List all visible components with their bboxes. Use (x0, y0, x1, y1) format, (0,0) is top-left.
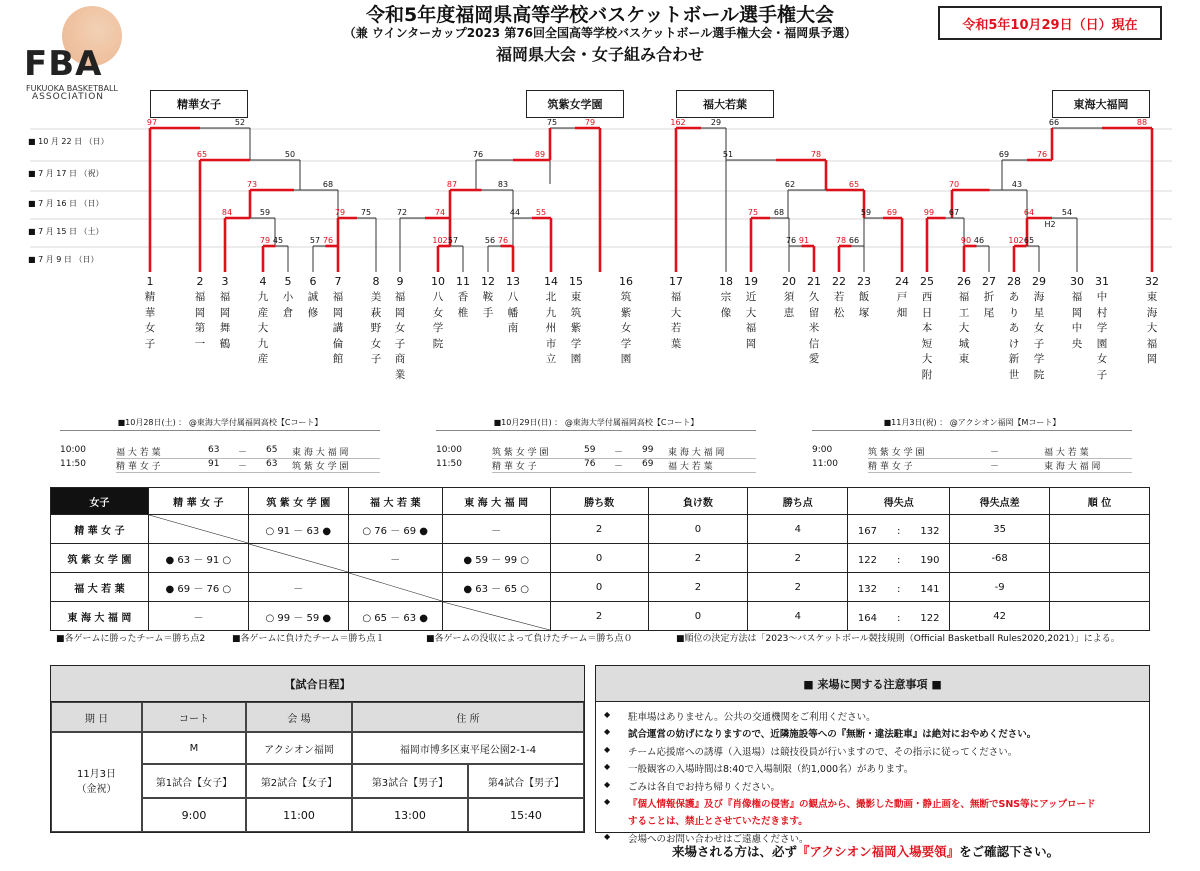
game-slot: 第1試合【女子】 (142, 764, 246, 798)
schedule-divider (436, 430, 756, 431)
notice-item: 駐車場はありません。公共の交通機関をご利用ください。 (628, 712, 876, 723)
bracket-score: 90 (960, 236, 972, 245)
seed-team-box: 東海大福岡 (1052, 90, 1150, 118)
bracket-score: 44 (509, 208, 521, 217)
diagonal-slash (443, 602, 550, 630)
diamond-bullet-icon: ◆ (604, 762, 611, 772)
schedule-cell: 東 海 大 福 岡 (668, 448, 725, 458)
bracket-score: 72 (396, 208, 408, 217)
schedule-cell: 10:00 (436, 445, 462, 455)
team-number: 14 (544, 275, 558, 288)
league-result: － (248, 573, 348, 602)
team-number: 4 (259, 275, 267, 288)
team-name: 宗 像 (720, 291, 732, 319)
notice-item: 会場へのお問い合わせはご遠慮ください。 (628, 833, 809, 845)
bracket-score: 75 (747, 208, 759, 217)
league-rank (1050, 544, 1150, 573)
notice-item: ごみは各自でお持ち帰りください。 (628, 781, 781, 793)
team-number: 10 (431, 275, 445, 288)
team-name: 福 岡 舞 鶴 (219, 291, 231, 350)
schedule-cell: 69 (642, 459, 654, 469)
bracket-score: 76 (785, 236, 797, 245)
schedule-cell: 99 (642, 445, 654, 455)
league-points: 2 (748, 544, 848, 573)
bracket-score: 75 (546, 118, 558, 127)
bracket-score: 88 (1136, 118, 1148, 127)
league-note: ■各ゲームの没収によって負けたチーム＝勝ち点０ (426, 634, 633, 644)
bracket-score: 68 (322, 180, 334, 189)
footer-text: をご確認下さい。 (959, 844, 1060, 859)
col-address: 住 所 (352, 702, 584, 732)
schedule-cell: 筑 紫 女 学 園 (868, 448, 925, 458)
team-number: 13 (506, 275, 520, 288)
league-result: ● 69 － 76 ○ (148, 573, 248, 602)
schedule-cell: 63 (266, 459, 278, 469)
bracket-score: 57 (447, 236, 459, 245)
logo-text: FBA (24, 44, 103, 84)
team-number: 26 (957, 275, 971, 288)
as-of-date: 令和5年10月29日（日）現在 (938, 6, 1162, 40)
schedule-underline (492, 472, 756, 473)
logo-subtext: ASSOCIATION (32, 92, 105, 102)
bracket-score: 78 (810, 150, 822, 159)
bracket-score: 68 (773, 208, 785, 217)
team-number: 12 (481, 275, 495, 288)
league-losses: 2 (648, 544, 748, 573)
team-name: 福 岡 中 央 (1071, 291, 1083, 350)
schedule-cell: － (990, 462, 1000, 472)
col-court: コート (142, 702, 246, 732)
game-time: 13:00 (352, 798, 468, 832)
bracket-score: 64 (1023, 208, 1035, 217)
bracket-score: 91 (798, 236, 810, 245)
notice-item: することは、禁止とさせていただきます。 (628, 816, 808, 828)
team-number: 22 (832, 275, 846, 288)
league-corner: 女子 (51, 488, 149, 515)
diagonal-slash (249, 544, 348, 572)
league-result: ● 59 － 99 ○ (442, 544, 550, 573)
team-name: 飯 塚 (858, 291, 870, 319)
team-number: 2 (196, 275, 204, 288)
notice-item: 試合運営の妨げになりますので、近隣施設等への『無断・違法駐車』は絶対におやめください。 (628, 729, 1037, 741)
team-name: 美 萩 野 女 子 (370, 291, 382, 365)
league-col: 福 大 若 葉 (348, 488, 442, 515)
bracket-score: 69 (886, 208, 898, 217)
schedule-court: M (142, 732, 246, 764)
league-diff: -68 (950, 544, 1050, 573)
league-result: ○ 76 － 69 ● (348, 515, 442, 544)
league-result: ● 63 － 91 ○ (148, 544, 248, 573)
bracket-score: 76 (1036, 150, 1048, 159)
league-result: ○ 65 － 63 ● (348, 602, 442, 631)
league-goals: 167 : 132 (848, 515, 950, 544)
bracket-score: 102 (1008, 236, 1024, 245)
schedule-cell: 65 (266, 445, 278, 455)
game-slot: 第3試合【男子】 (352, 764, 468, 798)
bracket-score: 73 (246, 180, 258, 189)
league-losses: 2 (648, 573, 748, 602)
team-name: 若 松 (833, 291, 845, 319)
bracket-score: 69 (998, 150, 1010, 159)
league-row (51, 515, 1150, 544)
team-number: 24 (895, 275, 909, 288)
team-name: 北 九 州 市 立 (545, 291, 557, 365)
team-number: 23 (857, 275, 871, 288)
league-wins: 0 (550, 573, 648, 602)
bracket-score: 29 (710, 118, 722, 127)
diamond-bullet-icon: ◆ (604, 727, 611, 737)
team-number: 17 (669, 275, 683, 288)
schedule-date: 11月3日 （金祝） (51, 732, 142, 832)
team-number: 5 (284, 275, 292, 288)
bracket-score: 59 (259, 208, 271, 217)
bracket-score: 70 (948, 180, 960, 189)
bracket-score: 45 (272, 236, 284, 245)
team-name: 小 倉 (282, 291, 294, 319)
team-name: 東 筑 紫 学 園 (570, 291, 582, 365)
league-result: － (148, 602, 248, 631)
team-number: 7 (334, 275, 342, 288)
league-result: － (348, 544, 442, 573)
bracket-score: 66 (1048, 118, 1060, 127)
team-name: 西 日 本 短 大 附 (921, 291, 933, 381)
logo-subtext: FUKUOKA BASKETBALL (26, 84, 118, 93)
game-time: 11:00 (246, 798, 352, 832)
bracket-score: 65 (1023, 236, 1035, 245)
diamond-bullet-icon: ◆ (604, 779, 611, 789)
team-name: 福 岡 講 倫 館 (332, 291, 344, 365)
schedule-cell: 福 大 若 葉 (116, 448, 161, 458)
notice-title: ■ 来場に関する注意事項 ■ (596, 666, 1149, 702)
team-number: 27 (982, 275, 996, 288)
bracket-score: 46 (973, 236, 985, 245)
league-result: － (442, 515, 550, 544)
schedule-cell: 91 (208, 459, 220, 469)
team-number: 25 (920, 275, 934, 288)
team-name: 近 大 福 岡 (745, 291, 757, 350)
game-slot: 第4試合【男子】 (468, 764, 584, 798)
schedule-cell: － (238, 448, 248, 458)
bracket-score: 76 (497, 236, 509, 245)
schedule-cell: 76 (584, 459, 596, 469)
bracket-score: 76 (322, 236, 334, 245)
schedule-cell: 東 海 大 福 岡 (292, 448, 349, 458)
bracket-score: 50 (284, 150, 296, 159)
team-name: 誠 修 (307, 291, 319, 319)
schedule-cell: 福 大 若 葉 (668, 462, 713, 472)
bracket-score: 65 (848, 180, 860, 189)
schedule-cell: 精 華 女 子 (116, 462, 161, 472)
schedule-cell: 精 華 女 子 (492, 462, 537, 472)
team-name: 久 留 米 信 愛 (808, 291, 820, 365)
team-name: 九 産 大 九 産 (257, 291, 269, 365)
league-row (51, 602, 1150, 631)
match-schedule-title: 【試合日程】 (51, 666, 584, 702)
league-col: 負け数 (648, 488, 748, 515)
schedule-cell: 11:00 (812, 459, 838, 469)
league-self-cell (442, 602, 550, 631)
league-note: ■各ゲームに勝ったチーム＝勝ち点2 (56, 634, 206, 644)
team-number: 18 (719, 275, 733, 288)
league-row (51, 573, 1150, 602)
team-number: 6 (309, 275, 317, 288)
bracket-score: 66 (848, 236, 860, 245)
league-team: 筑 紫 女 学 園 (51, 544, 149, 573)
bracket-note: H2 (1044, 220, 1056, 229)
team-name: あ り あ け 新 世 (1008, 291, 1020, 381)
seed-team-box: 精華女子 (150, 90, 248, 118)
league-col: 筑 紫 女 学 園 (248, 488, 348, 515)
schedule-cell: 筑 紫 女 学 園 (292, 462, 349, 472)
bracket-score: 84 (221, 208, 233, 217)
league-goals: 122 : 190 (848, 544, 950, 573)
diamond-bullet-icon: ◆ (604, 744, 611, 754)
league-team: 福 大 若 葉 (51, 573, 149, 602)
schedule-divider (60, 430, 380, 431)
bracket-score: 102 (432, 236, 448, 245)
league-losses: 0 (648, 602, 748, 631)
league-losses: 0 (648, 515, 748, 544)
team-name: 福 岡 女 子 商 業 (394, 291, 406, 381)
round-date: ■ 7 月 16 日 （日） (28, 199, 104, 208)
league-self-cell (148, 515, 248, 544)
bracket-score: 43 (1011, 180, 1023, 189)
league-rank (1050, 515, 1150, 544)
league-header-row (51, 488, 1150, 515)
schedule-cell: 9:00 (812, 445, 833, 455)
team-name: 戸 畑 (896, 291, 908, 319)
schedule-cell: 精 華 女 子 (868, 462, 913, 472)
league-wins: 0 (550, 544, 648, 573)
bracket-score: 74 (434, 208, 446, 217)
team-number: 15 (569, 275, 583, 288)
page-title: 令和5年度福岡県高等学校バスケットボール選手権大会 (366, 4, 834, 26)
team-number: 16 (619, 275, 633, 288)
league-table (50, 487, 1150, 631)
schedule-underline (868, 472, 1132, 473)
round-date: ■ 7 月 17 日 （祝） (28, 169, 104, 178)
bracket-score: 59 (860, 208, 872, 217)
league-col: 東 海 大 福 岡 (442, 488, 550, 515)
league-col: 得失点 (848, 488, 950, 515)
game-time: 9:00 (142, 798, 246, 832)
schedule-header: ■10月28日(土) ： @東海大学付属福岡高校【Cコート】 (117, 418, 323, 427)
team-number: 20 (782, 275, 796, 288)
footer-link-text: 『アクシオン福岡入場要領』 (797, 844, 960, 859)
bracket-score: 78 (835, 236, 847, 245)
schedule-cell: － (238, 462, 248, 472)
schedule-divider (812, 430, 1132, 431)
notice-item: 一般観客の入場時間は8:40で入場制限（約1,000名）があります。 (628, 764, 914, 776)
col-venue: 会 場 (246, 702, 352, 732)
schedule-venue: アクシオン福岡 (246, 732, 352, 764)
col-date: 期 日 (51, 702, 142, 732)
page-subtitle: （兼 ウインターカップ2023 第76回全国高等学校バスケットボール選手権大会・福岡県予選） (343, 26, 857, 40)
bracket-score: 87 (446, 180, 458, 189)
team-name: 鞍 手 (482, 291, 494, 319)
team-number: 9 (396, 275, 404, 288)
schedule-cell: － (614, 448, 624, 458)
footer-text: 来場される方は、必ず (672, 844, 798, 859)
team-number: 8 (372, 275, 380, 288)
league-note: ■順位の決定方法は「2023～バスケットボール競技規則（Official Basketball Rules2020,2021）」による。 (676, 634, 1120, 644)
schedule-cell: 59 (584, 445, 596, 455)
schedule-cell: － (990, 448, 1000, 458)
league-self-cell (348, 573, 442, 602)
team-name: 福 工 大 城 東 (958, 291, 970, 365)
team-number: 1 (146, 275, 154, 288)
league-col: 勝ち数 (550, 488, 648, 515)
schedule-cell: 筑 紫 女 学 園 (492, 448, 549, 458)
team-number: 3 (221, 275, 229, 288)
match-schedule-panel (50, 665, 585, 833)
bracket-score: 55 (535, 208, 547, 217)
schedule-cell: 11:50 (60, 459, 86, 469)
league-points: 2 (748, 573, 848, 602)
league-row (51, 544, 1150, 573)
schedule-cell: 63 (208, 445, 220, 455)
league-goals: 164 : 122 (848, 602, 950, 631)
bracket-score: 67 (948, 208, 960, 217)
game-time: 15:40 (468, 798, 584, 832)
team-number: 11 (456, 275, 470, 288)
bracket-score: 79 (334, 208, 346, 217)
team-name: 福 大 若 葉 (670, 291, 682, 350)
bracket-score: 97 (146, 118, 158, 127)
game-slot: 第2試合【女子】 (246, 764, 352, 798)
team-name: 中 村 学 園 女 子 (1096, 291, 1108, 381)
league-result: ○ 99 － 59 ● (248, 602, 348, 631)
footer-message (672, 842, 1059, 860)
team-name: 香 椎 (457, 291, 469, 319)
bracket-score: 62 (784, 180, 796, 189)
team-number: 29 (1032, 275, 1046, 288)
team-number: 19 (744, 275, 758, 288)
team-number: 31 (1095, 275, 1109, 288)
team-number: 30 (1070, 275, 1084, 288)
bracket-score: 51 (722, 150, 734, 159)
page-heading: 福岡県大会・女子組み合わせ (495, 45, 704, 64)
bracket-score: 52 (234, 118, 246, 127)
league-team: 精 華 女 子 (51, 515, 149, 544)
league-rank (1050, 573, 1150, 602)
league-wins: 2 (550, 515, 648, 544)
league-points: 4 (748, 515, 848, 544)
match-schedule-grid (51, 702, 584, 832)
schedule-cell: － (614, 462, 624, 472)
bracket-score: 79 (259, 236, 271, 245)
team-name: 須 恵 (783, 291, 795, 319)
bracket-score: 65 (196, 150, 208, 159)
bracket-score: 76 (472, 150, 484, 159)
league-points: 4 (748, 602, 848, 631)
round-date: ■ 10 月 22 日 （日） (28, 137, 109, 146)
team-number: 32 (1145, 275, 1159, 288)
league-goals: 132 : 141 (848, 573, 950, 602)
league-self-cell (248, 544, 348, 573)
team-name: 八 女 学 院 (432, 291, 444, 350)
seed-team-box: 福大若葉 (676, 90, 774, 118)
bracket-score: 54 (1061, 208, 1073, 217)
schedule-header: ■10月29日(日) ： @東海大学付属福岡高校【Cコート】 (493, 418, 699, 427)
bracket-score: 99 (923, 208, 935, 217)
team-name: 精 華 女 子 (144, 291, 156, 350)
league-col: 精 華 女 子 (148, 488, 248, 515)
schedule-cell: 東 海 大 福 岡 (1044, 462, 1101, 472)
bracket-score: 56 (484, 236, 496, 245)
schedule-cell: 11:50 (436, 459, 462, 469)
league-team: 東 海 大 福 岡 (51, 602, 149, 631)
league-diff: 35 (950, 515, 1050, 544)
schedule-address: 福岡市博多区東平尾公園2-1-4 (352, 732, 584, 764)
league-col: 得失点差 (950, 488, 1050, 515)
diagonal-slash (349, 573, 442, 601)
notice-item: チーム応援席への誘導（入退場）は競技役員が行いますので、その指示に従ってください。 (628, 746, 1018, 758)
bracket-score: 162 (670, 118, 686, 127)
diagonal-slash (149, 515, 248, 543)
team-name: 八 幡 南 (507, 291, 519, 334)
seed-team-box: 筑紫女学園 (526, 90, 624, 118)
bracket-score: 75 (360, 208, 372, 217)
team-name: 福 岡 第 一 (194, 291, 206, 350)
team-number: 21 (807, 275, 821, 288)
bracket-score: 79 (584, 118, 596, 127)
schedule-underline (116, 472, 380, 473)
league-diff: 42 (950, 602, 1050, 631)
league-result: ● 63 － 65 ○ (442, 573, 550, 602)
league-col: 勝ち点 (748, 488, 848, 515)
diamond-bullet-icon: ◆ (604, 710, 611, 719)
team-number: 28 (1007, 275, 1021, 288)
team-name: 海 星 女 子 学 院 (1033, 291, 1045, 381)
diamond-bullet-icon: ◆ (604, 797, 611, 806)
league-note: ■各ゲームに負けたチーム＝勝ち点１ (232, 634, 385, 644)
round-date: ■ 7 月 9 日 （日） (28, 255, 99, 264)
team-name: 筑 紫 女 学 園 (620, 291, 632, 365)
notice-item: 『個人情報保護』及び『肖像権の侵害』の観点から、撮影した動画・静止画を、無断でSNS等にアップロード (628, 799, 1096, 810)
team-name: 折 尾 (983, 291, 995, 319)
bracket-score: 57 (309, 236, 321, 245)
schedule-cell: 10:00 (60, 445, 86, 455)
schedule-header: ■11月3日(祝) ： @アクシオン福岡【Mコート】 (883, 418, 1061, 427)
league-wins: 2 (550, 602, 648, 631)
bracket-score: 83 (497, 180, 509, 189)
league-col: 順 位 (1050, 488, 1150, 515)
schedule-cell: 福 大 若 葉 (1044, 448, 1089, 458)
diamond-bullet-icon: ◆ (604, 831, 611, 841)
league-result: ○ 91 － 63 ● (248, 515, 348, 544)
team-name: 東 海 大 福 岡 (1146, 291, 1158, 365)
round-date: ■ 7 月 15 日 （土） (28, 227, 104, 236)
bracket-score: 89 (534, 150, 546, 159)
league-rank (1050, 602, 1150, 631)
league-diff: -9 (950, 573, 1050, 602)
